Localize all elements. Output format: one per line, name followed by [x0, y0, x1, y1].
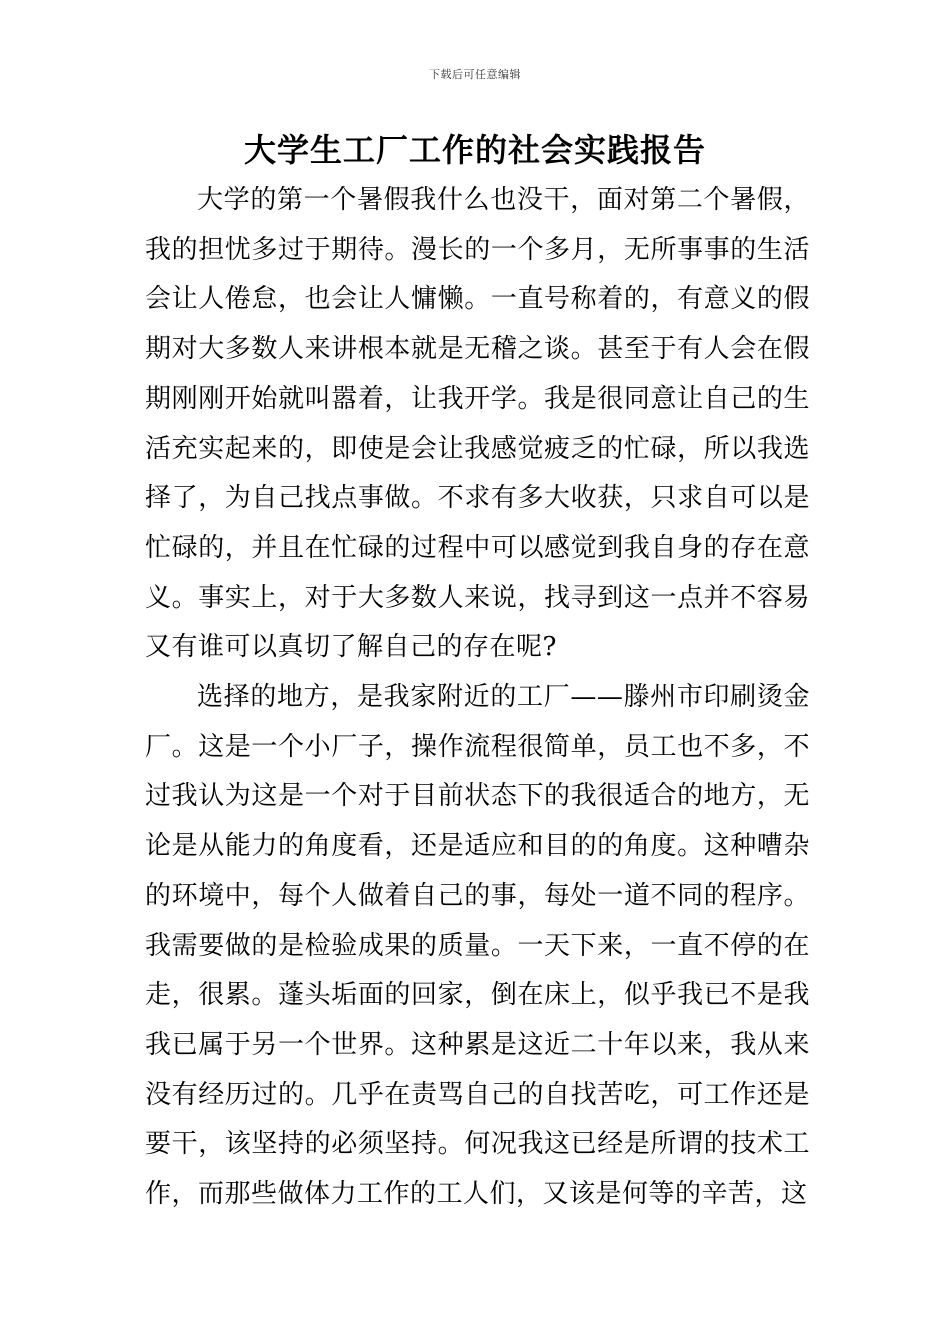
paragraph-1: 大学的第一个暑假我什么也没干，面对第二个暑假，我的担忧多过于期待。漫长的一个多月，无所事事的生活会让人倦怠，也会让人慵懒。一直号称着的，有意义的假期对大多数人来讲根本就是无稽之谈。甚至于有人会在假期刚刚开始就叫嚣着，让我开学。我是很同意让自己的生活充实起来的，即使是会让我感觉疲乏的忙碌，所以我选择了，为自己找点事做。不求有多大收获，只求自可以是忙碌的，并且在忙碌的过程中可以感觉到我自身的存在意义。事实上，对于大多数人来说，找寻到这一点并不容易又有谁可以真切了解自己的存在呢?: [145, 185, 810, 663]
header-note: 下载后可任意编辑: [429, 68, 521, 81]
paragraph-2: 选择的地方，是我家附近的工厂——滕州市印刷烫金厂。这是一个小厂子，操作流程很简单，员工也不多，不过我认为这是一个对于目前状态下的我很适合的地方，无论是从能力的角度看，还是适应和目的的角度。这种嘈杂的环境中，每个人做着自己的事，每处一道不同的程序。我需要做的是检验成果的质量。一天下来，一直不停的在走，很累。蓬头垢面的回家，倒在床上，似乎我已不是我我已属于另一个世界。这种累是这近二十年以来，我从来没有经历过的。几乎在责骂自己的自找苦吃，可工作还是要干，该坚持的必须坚持。何况我这已经是所谓的技术工作，而那些做体力工作的工人们，又该是何等的辛苦，这: [145, 682, 810, 1210]
page-title: 大学生工厂工作的社会实践报告: [243, 131, 706, 169]
document-body: [145, 176, 810, 1220]
